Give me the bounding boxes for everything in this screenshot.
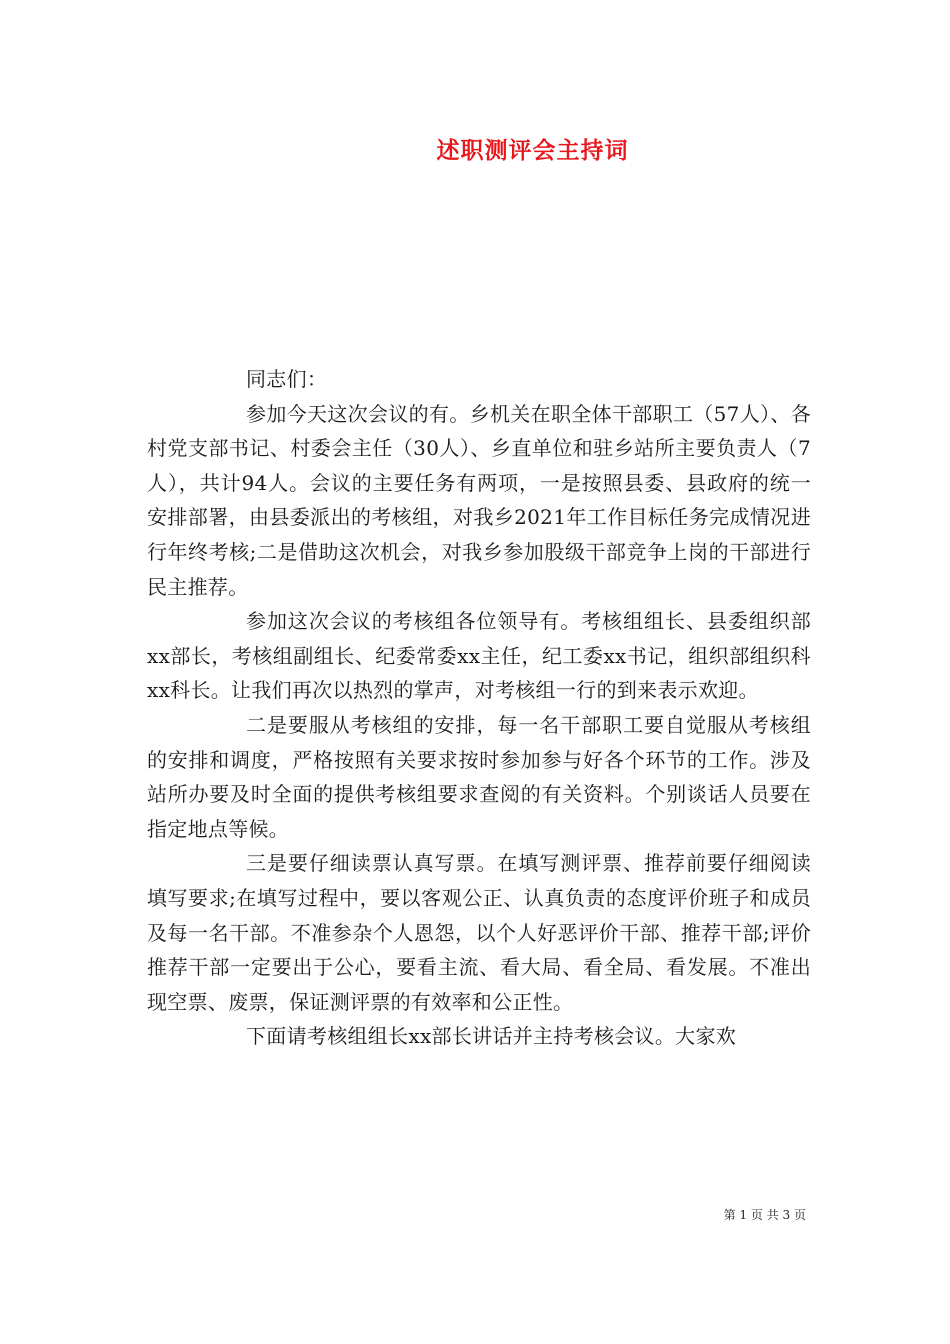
document-title: 述职测评会主持词 bbox=[436, 137, 629, 164]
paragraph-attendees: 参加今天这次会议的有。乡机关在职全体干部职工（57人）、各村党支部书记、村委会主任（30人）、乡直单位和驻乡站所主要负责人（7人），共计94人。会议的主要任务有两项，一是按照县委、县政府的统一安排部署，由县委派出的考核组，对我乡2021年工作目标任务完成情况进行年终考核;二是借助这次机会，对我乡参加股级干部竞争上岗的干部进行民主推荐。 bbox=[147, 401, 811, 599]
paragraph-leaders: 参加这次会议的考核组各位领导有。考核组组长、县委组织部xx部长，考核组副组长、纪委常委xx主任，纪工委xx书记，组织部组织科xx科长。让我们再次以热烈的掌声，对考核组一行的到来表示欢迎。 bbox=[147, 609, 811, 703]
paragraph-voting: 三是要仔细读票认真写票。在填写测评票、推荐前要仔细阅读填写要求;在填写过程中，要以客观公正、认真负责的态度评价班子和成员及每一名干部。不准参杂个人恩怨，以个人好恶评价干部、推荐干部;评价推荐干部一定要出于公心，要看主流、看大局、看全局、看发展。不准出现空票、废票，保证测评票的有效率和公正性。 bbox=[147, 851, 811, 1014]
paragraph-closing: 下面请考核组组长xx部长讲话并主持考核会议。大家欢 bbox=[246, 1024, 737, 1049]
greeting: 同志们： bbox=[246, 367, 328, 391]
document-body bbox=[147, 362, 811, 1054]
page-number: 第 1 页 共 3 页 bbox=[723, 1208, 806, 1222]
paragraph-obey-arrangement: 二是要服从考核组的安排，每一名干部职工要自觉服从考核组的安排和调度，严格按照有关要求按时参加参与好各个环节的工作。涉及站所办要及时全面的提供考核组要求查阅的有关资料。个别谈话人员要在指定地点等候。 bbox=[147, 712, 811, 841]
